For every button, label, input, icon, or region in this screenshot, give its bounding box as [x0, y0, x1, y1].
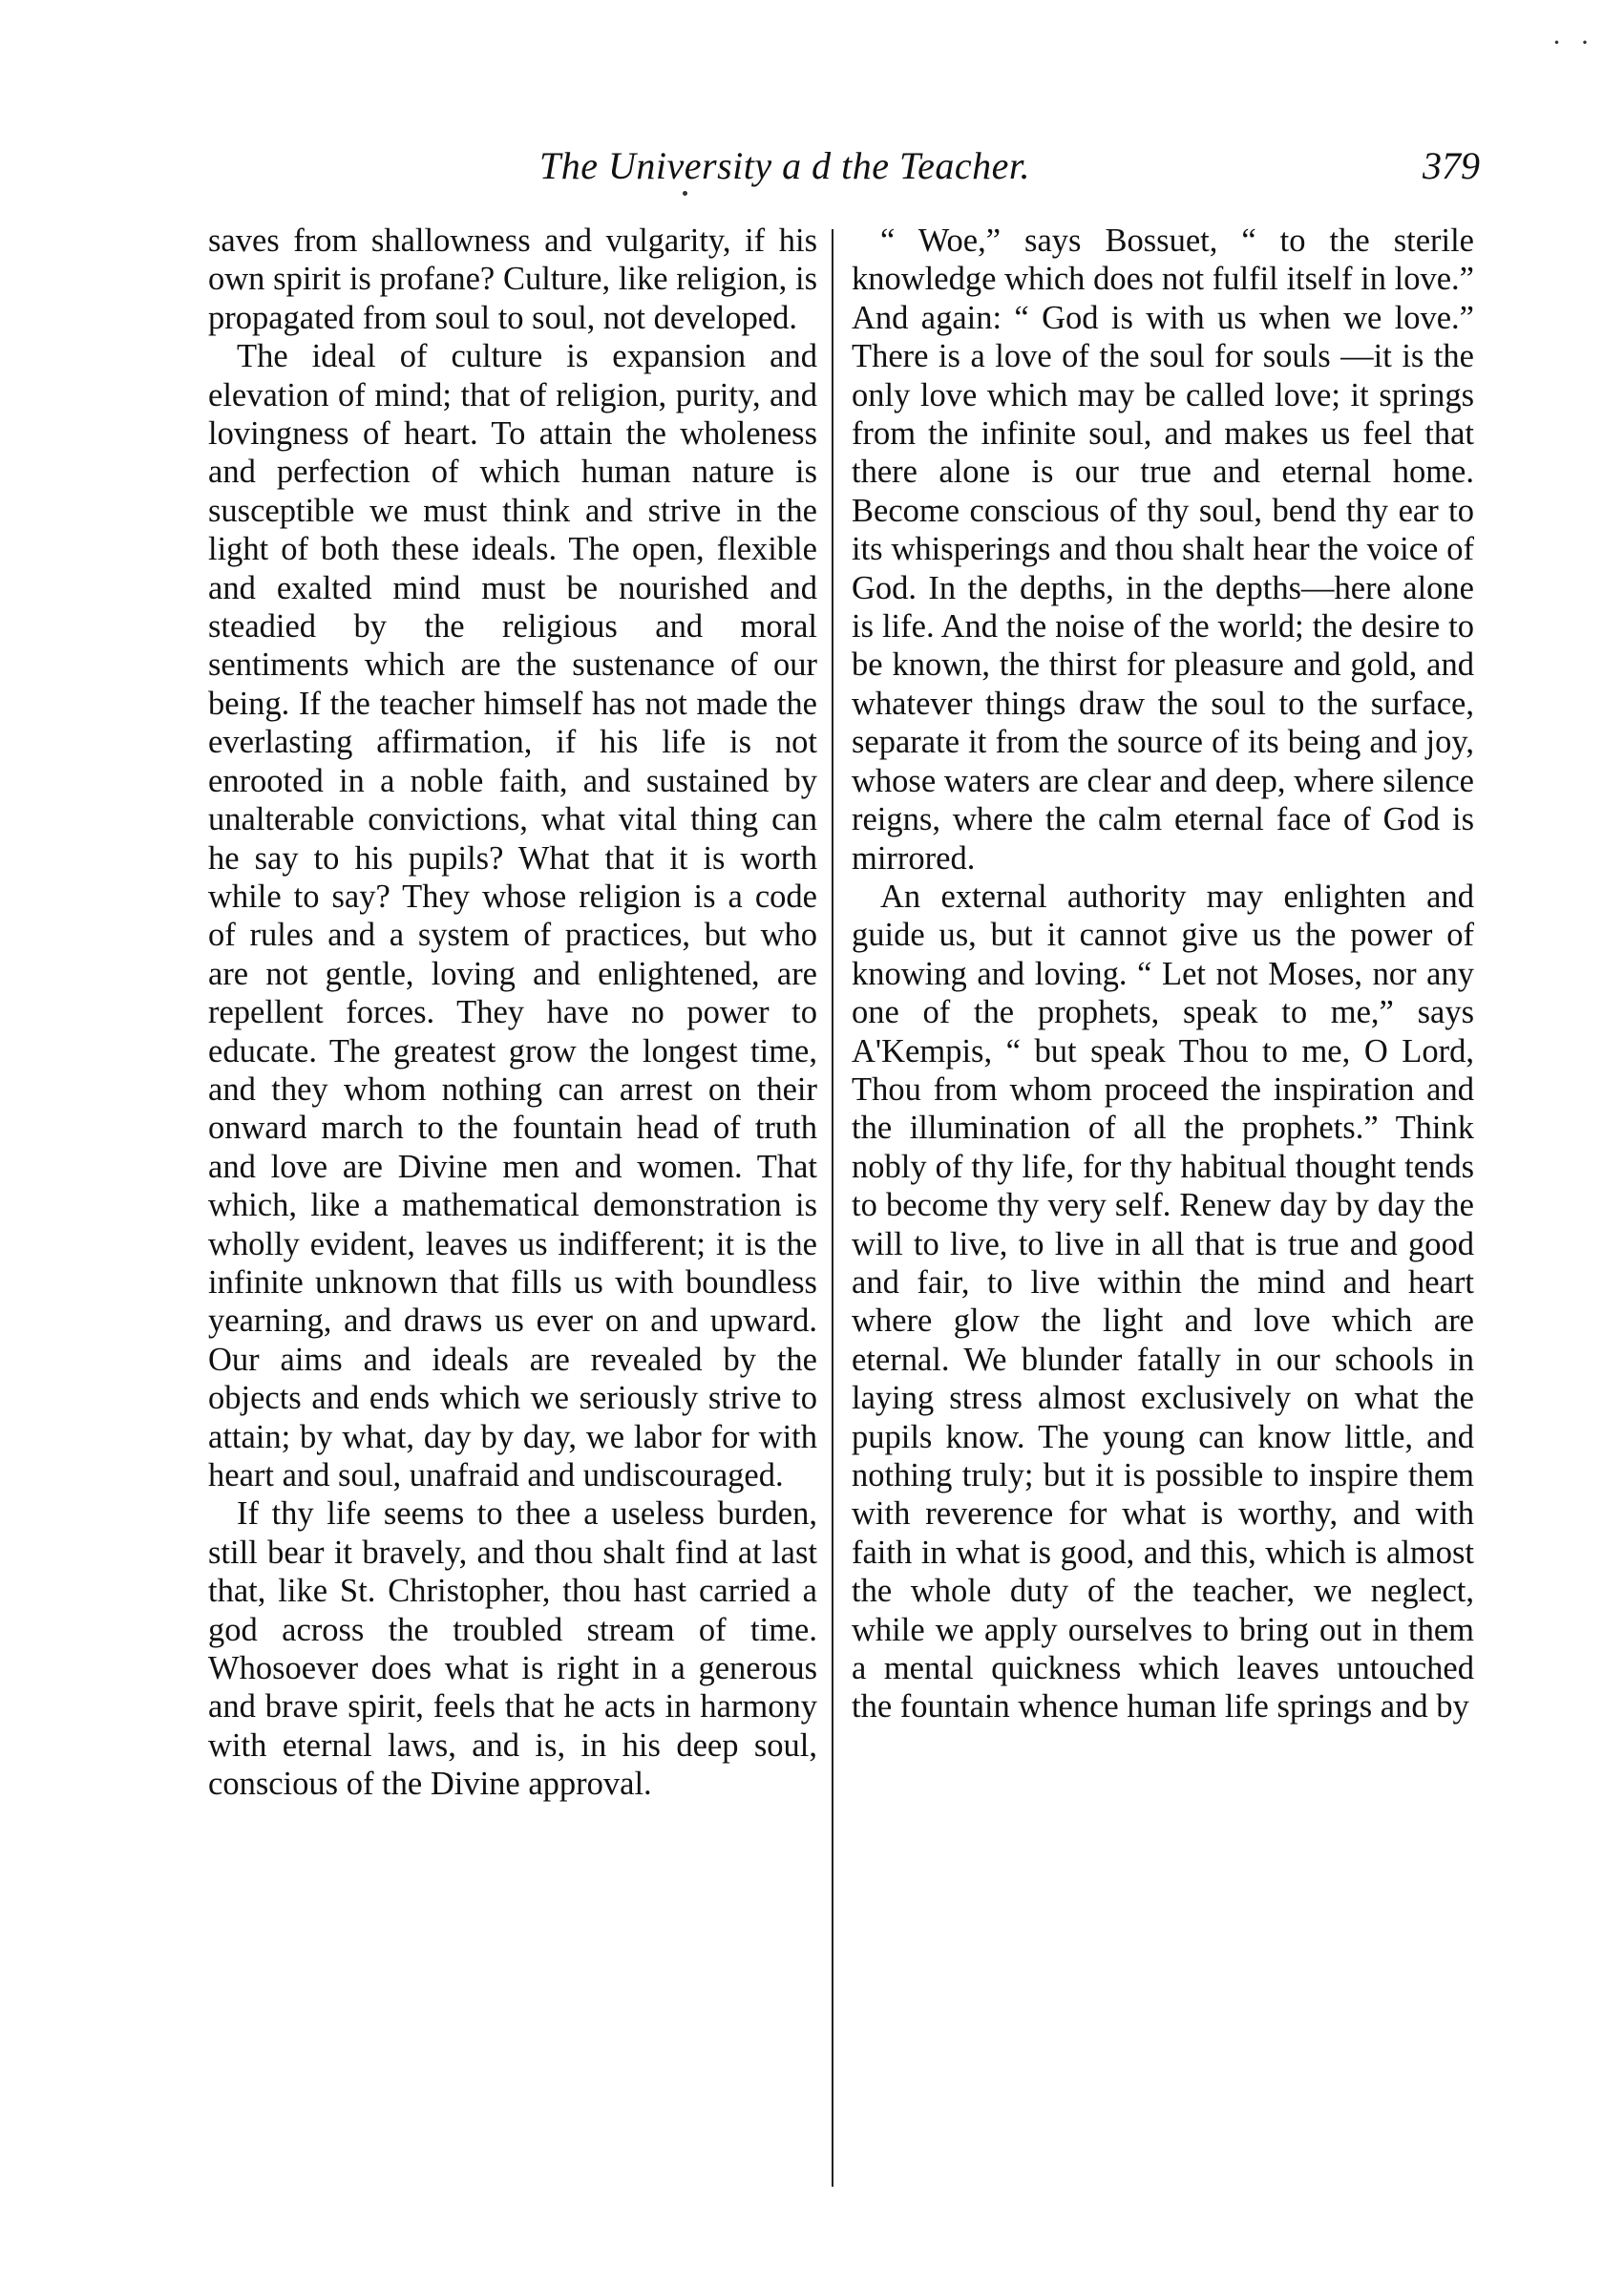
running-head [200, 143, 1480, 201]
paragraph: saves from shallowness and vulgarity, if his own spirit is profane? Culture, like religion, is propagated from soul to soul, not developed. [208, 222, 817, 336]
column-divider [832, 229, 833, 2187]
page-number: 379 [1423, 144, 1480, 187]
paragraph: If thy life seems to thee a useless burden, still bear it bravely, and thou shalt find at last that, like St. Christopher, thou hast carried a god across the troubled stream of time. Whosoever does what is right in a generous and brave spirit, feels that he acts in harmony with eternal laws, and is, in his deep soul, conscious of the Divine approval. [208, 1495, 817, 1803]
right-column [852, 222, 1474, 1726]
paragraph: An external authority may enlighten and guide us, but it cannot give us the power of knowing and loving. “ Let not Moses, nor any one of the prophets, speak to me,” says A'Kempis, “ but speak Thou to me, O Lord, Thou from whom proceed the inspiration and the illumination of all the prophets.” Think nobly of thy life, for thy habitual thought tends to become thy very self. Renew day by day the will to live, to live in all that is true and good and fair, to live within the mind and heart where glow the light and love which are eternal. We blunder fatally in our schools in laying stress almost exclusively on what the pupils know. The young can know little, and nothing truly; but it is possible to inspire them with reverence for what is worthy, and with faith in what is good, and this, which is almost the whole duty of the teacher, we neglect, while we apply ourselves to bring out in them a mental quickness which leaves untouched the fountain whence human life springs and by [852, 878, 1474, 1726]
header-dot [683, 191, 687, 196]
corner-marks: · · [1551, 27, 1595, 58]
paragraph: “ Woe,” says Bossuet, “ to the sterile knowledge which does not fulfil itself in love.” And again: “ God is with us when we love.” There is a love of the soul for souls —it is the only love which may be called love; it springs from the infinite soul, and makes us feel that there alone is our true and eternal home. Become conscious of thy soul, bend thy ear to its whisperings and thou shalt hear the voice of God. In the depths, in the depths—here alone is life. And the noise of the world; the desire to be known, the thirst for pleasure and gold, and whatever things draw the soul to the surface, separate it from the source of its being and joy, whose waters are clear and deep, where silence reigns, where the calm eternal face of God is mirrored. [852, 222, 1474, 877]
paragraph: The ideal of culture is expansion and elevation of mind; that of religion, purity, and lovingness of heart. To attain the wholeness and perfection of which human nature is susceptible we must think and strive in the light of both these ideals. The open, flexible and exalted mind must be nourished and steadied by the religious and moral sentiments which are the sustenance of our being. If the teacher himself has not made the everlasting affirmation, if his life is not enrooted in a noble faith, and sustained by unalterable convictions, what vital thing can he say to his pupils? What that it is worth while to say? They whose religion is a code of rules and a system of practices, but who are not gentle, loving and enlightened, are repellent forces. They have no power to educate. The greatest grow the longest time, and they whom nothing can arrest on their onward march to the fountain head of truth and love are Divine men and women. That which, like a mathematical demonstration is wholly evident, leaves us indifferent; it is the infinite unknown that fills us with boundless yearning, and draws us ever on and upward. Our aims and ideals are revealed by the objects and ends which we seriously strive to attain; by what, day by day, we labor for with heart and soul, unafraid and undiscouraged. [208, 338, 817, 1493]
running-title: The University a d the Teacher. [539, 144, 1030, 187]
left-column [208, 222, 817, 1804]
